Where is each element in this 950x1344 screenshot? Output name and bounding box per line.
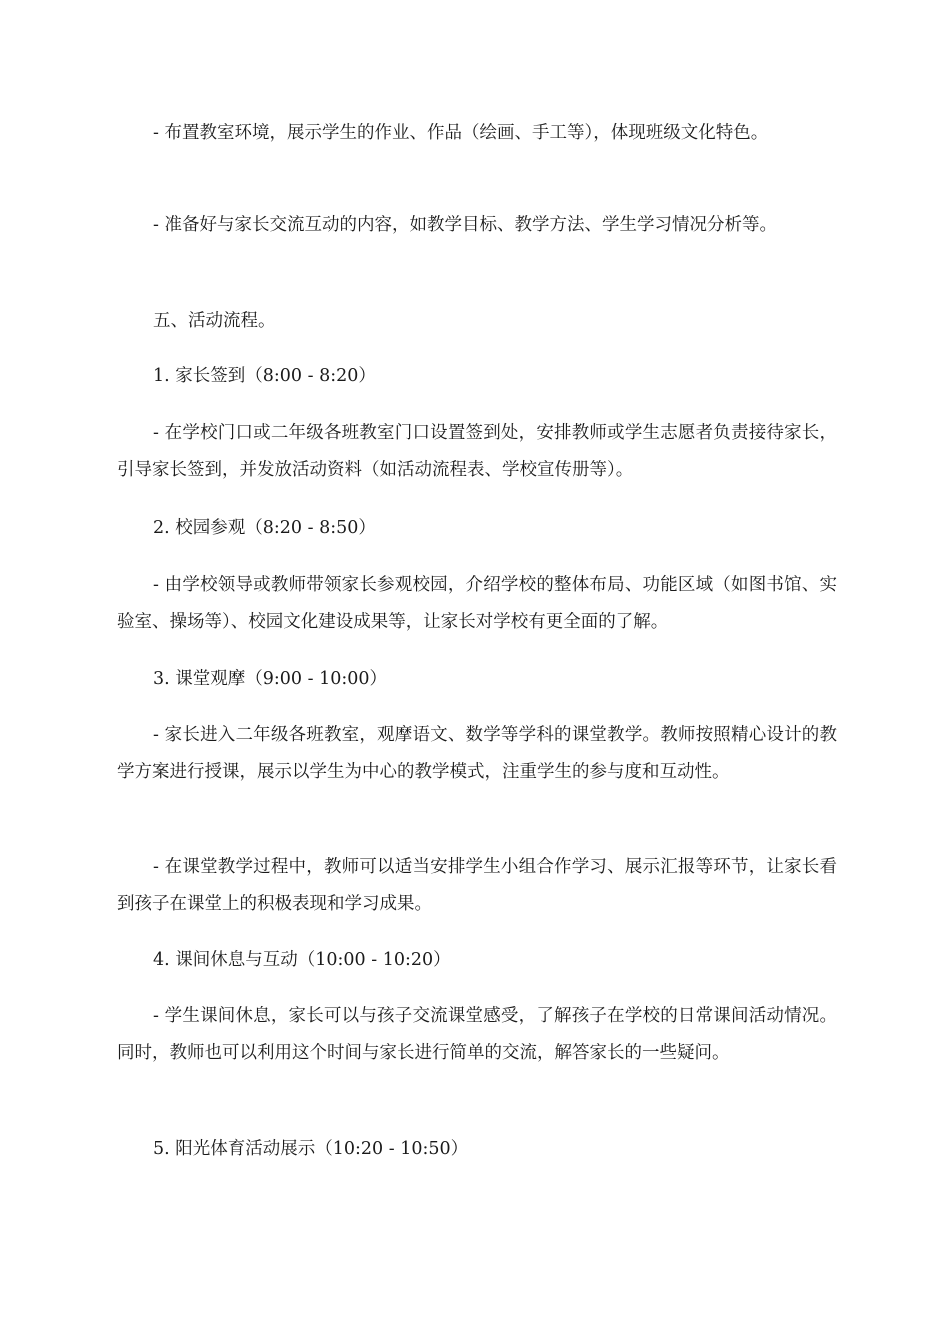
- paragraph-break-details: - 学生课间休息，家长可以与孩子交流课堂感受，了解孩子在学校的日常课间活动情况。同时，教师也可以利用这个时间与家长进行简单的交流，解答家长的一些疑问。: [117, 1006, 837, 1063]
- paragraph-class-observation-details: - 家长进入二年级各班教室，观摩语文、数学等学科的课堂教学。教师按照精心设计的教学方案进行授课，展示以学生为中心的教学模式，注重学生的参与度和互动性。: [117, 725, 837, 782]
- paragraph-group-learning: - 在课堂教学过程中，教师可以适当安排学生小组合作学习、展示汇报等环节，让家长看到孩子在课堂上的积极表现和学习成果。: [117, 857, 837, 914]
- step-heading-sports-show: 5. 阳光体育活动展示（10:20 - 10:50）: [153, 1139, 469, 1159]
- paragraph-signin-details: - 在学校门口或二年级各班教室门口设置签到处，安排教师或学生志愿者负责接待家长，引导家长签到，并发放活动资料（如活动流程表、学校宣传册等）。: [117, 423, 837, 480]
- step-heading-campus-tour: 2. 校园参观（8:20 - 8:50）: [153, 518, 376, 538]
- step-heading-break-interaction: 4. 课间休息与互动（10:00 - 10:20）: [153, 950, 451, 970]
- step-heading-parent-signin: 1. 家长签到（8:00 - 8:20）: [153, 366, 376, 386]
- step-heading-class-observation: 3. 课堂观摩（9:00 - 10:00）: [153, 669, 388, 689]
- section-heading-activity-flow: 五、活动流程。: [153, 311, 276, 331]
- paragraph-classroom-environment: - 布置教室环境，展示学生的作业、作品（绘画、手工等），体现班级文化特色。: [153, 123, 769, 143]
- paragraph-campus-tour-details: - 由学校领导或教师带领家长参观校园，介绍学校的整体布局、功能区域（如图书馆、实验室、操场等）、校园文化建设成果等，让家长对学校有更全面的了解。: [117, 575, 837, 632]
- paragraph-communication-content: - 准备好与家长交流互动的内容，如教学目标、教学方法、学生学习情况分析等。: [153, 215, 777, 235]
